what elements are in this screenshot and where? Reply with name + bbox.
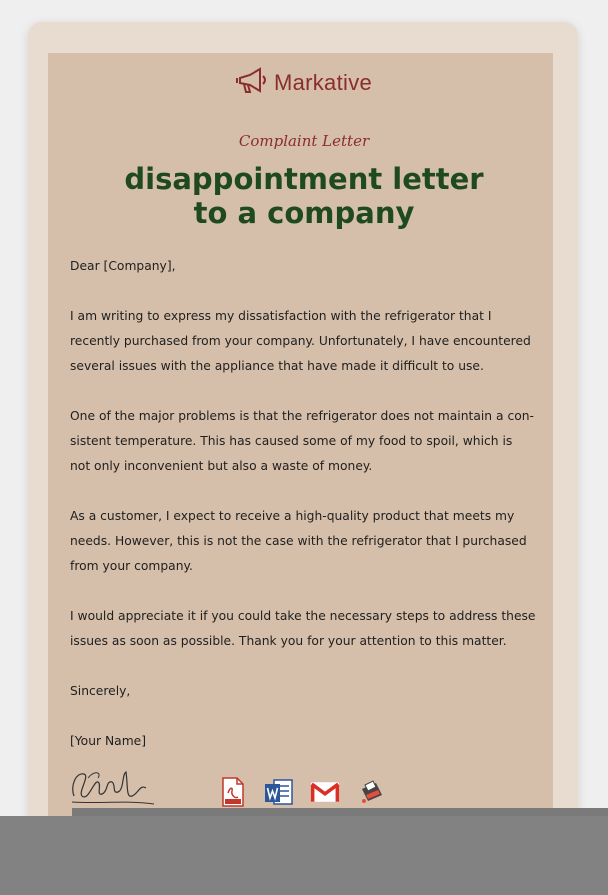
paragraph-4: I would appreciate it if you could take the necessary steps to address these issues as soon as possible. Thank you for your attention to this matter.	[70, 609, 536, 648]
title-line-2: to a company	[193, 196, 415, 230]
signature-image	[68, 766, 158, 814]
closing: Sincerely,	[70, 684, 131, 698]
paragraph-1: I am writing to express my dissatisfaction with the refrigerator that I recently purchased from your company. Unfortunately, I have encountered several issues with the appliance that have made it difficult to use.	[70, 309, 531, 373]
paragraph-2: One of the major problems is that the refrigerator does not maintain a consistent temperature. This has caused some of my food to spoil, which is not only inconvenient but also a waste of money.	[70, 409, 534, 473]
pdf-icon[interactable]	[218, 776, 248, 808]
sender-name: [Your Name]	[70, 734, 147, 748]
brand-name: Markative	[273, 70, 373, 95]
letter-body	[70, 254, 536, 779]
page-title	[60, 162, 548, 230]
paragraph-3: As a customer, I expect to receive a high-quality product that meets my needs. However, this is not the case with the refrigerator that I purchased from your company.	[70, 509, 527, 573]
megaphone-icon	[236, 66, 270, 100]
share-toolbar	[218, 776, 386, 808]
salutation: Dear [Company],	[70, 259, 176, 273]
print-icon[interactable]	[356, 776, 386, 808]
brand-logo[interactable]	[0, 66, 608, 100]
word-icon[interactable]	[264, 776, 294, 808]
letter-subtitle: Complaint Letter	[238, 132, 370, 150]
bottom-overlay	[0, 816, 608, 895]
title-line-1: disappointment letter	[124, 162, 484, 196]
gmail-icon[interactable]	[310, 776, 340, 808]
